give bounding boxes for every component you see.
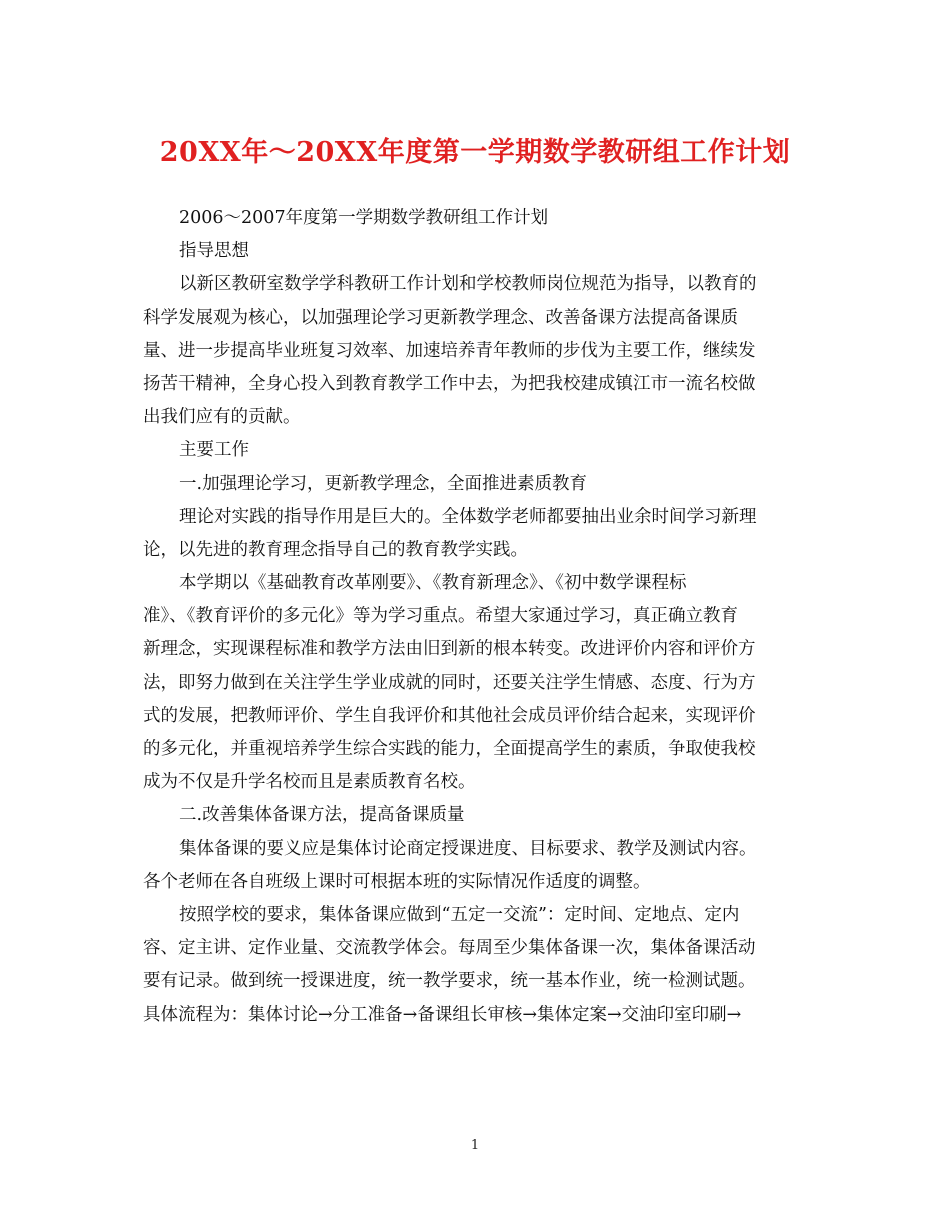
paragraph-line: 按照学校的要求，集体备课应做到“五定一交流”：定时间、定地点、定内 [179,904,740,925]
document-body [143,202,803,1032]
paragraph-line: 本学期以《基础教育改革刚要》、《教育新理念》、《初中数学课程标 [179,573,687,594]
paragraph-line: 成为不仅是升学名校而且是素质教育名校。 [143,772,476,793]
paragraph-line: 2006～2007年度第一学期数学教研组工作计划 [179,208,549,228]
paragraph-line: 新理念，实现课程标准和教学方法由旧到新的根本转变。改进评价内容和评价方 [143,639,756,660]
paragraph-line: 的多元化，并重视培养学生综合实践的能力，全面提高学生的素质，争取使我校 [143,739,756,759]
subsection-heading: 一.加强理论学习，更新教学理念，全面推进素质教育 [179,473,588,494]
paragraph-line: 出我们应有的贡献。 [143,407,301,428]
paragraph-line: 集体备课的要义应是集体讨论商定授课进度、目标要求、教学及测试内容。 [179,838,757,859]
paragraph-line: 准》、《教育评价的多元化》等为学习重点。希望大家通过学习，真正确立教育 [143,606,738,627]
section-heading: 指导思想 [179,241,249,262]
paragraph-line: 具体流程为：集体讨论→分工准备→备课组长审核→集体定案→交油印室印刷→ [143,1004,742,1025]
paragraph-line: 论，以先进的教育理念指导自己的教育教学实践。 [143,539,528,560]
paragraph-line: 法，即努力做到在关注学生学业成就的同时，还要关注学生情感、态度、行为方 [143,672,756,693]
subsection-heading: 二.改善集体备课方法，提高备课质量 [179,805,465,826]
paragraph-line: 扬苦干精神，全身心投入到教育教学工作中去，为把我校建成镇江市一流名校做 [143,373,756,394]
paragraph-line: 以新区教研室数学学科教研工作计划和学校教师岗位规范为指导，以教育的 [179,274,757,295]
paragraph-line: 科学发展观为核心，以加强理论学习更新教学理念、改善备课方法提高备课质 [143,307,738,328]
paragraph-line: 容、定主讲、定作业量、交流教学体会。每周至少集体备课一次，集体备课活动 [143,938,756,959]
paragraph-line: 各个老师在各自班级上课时可根据本班的实际情况作适度的调整。 [143,871,651,892]
page-number: 1 [470,1138,480,1153]
paragraph-line: 理论对实践的指导作用是巨大的。全体数学老师都要抽出业余时间学习新理 [179,506,757,527]
paragraph-line: 要有记录。做到统一授课进度，统一教学要求，统一基本作业，统一检测试题。 [143,971,756,992]
section-heading: 主要工作 [179,440,249,461]
paragraph-line: 量、进一步提高毕业班复习效率、加速培养青年教师的步伐为主要工作，继续发 [143,340,756,361]
page-title: 20XX年～20XX年度第一学期数学教研组工作计划 [159,137,791,168]
paragraph-line: 式的发展，把教师评价、学生自我评价和其他社会成员评价结合起来，实现评价 [143,705,756,726]
